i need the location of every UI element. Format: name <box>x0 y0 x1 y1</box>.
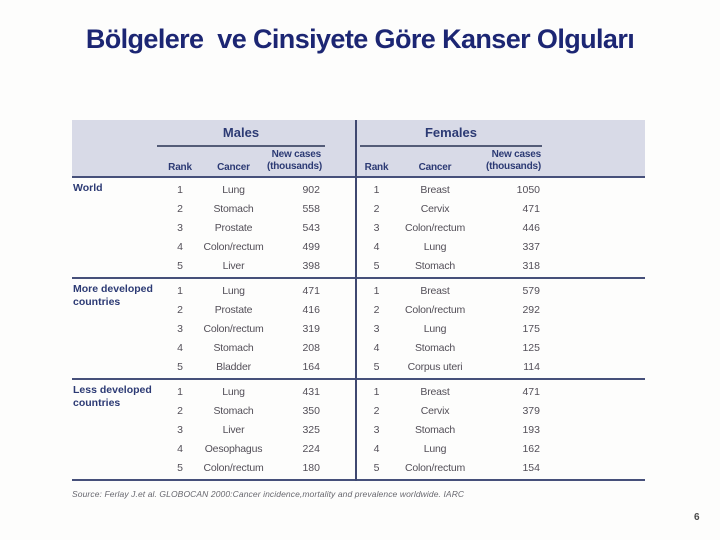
female-value-cell: 337 <box>522 240 540 253</box>
region-group <box>72 178 645 279</box>
slide-number: 6 <box>694 512 700 523</box>
female-value-cell: 292 <box>522 303 540 316</box>
male-newcases-header <box>267 149 322 173</box>
female-value-cell: 175 <box>522 322 540 335</box>
male-cancer-cell: Stomach <box>213 404 254 417</box>
female-rank-cell: 2 <box>373 303 380 316</box>
male-cancer-cell: Lung <box>222 183 245 196</box>
females-header: Females <box>424 125 478 140</box>
source-note: Source: Ferlay J.et al. GLOBOCAN 2000:Cancer incidence,mortality and prevalence worldwide. IARC <box>72 489 465 499</box>
male-rank-cell: 3 <box>177 322 183 335</box>
male-value-cell: 164 <box>302 360 320 373</box>
male-newcases-line1: New cases <box>271 149 321 160</box>
gender-divider-line <box>355 120 357 481</box>
female-rank-cell: 5 <box>373 259 380 272</box>
male-rank-cell: 5 <box>177 360 183 373</box>
male-value-cell: 398 <box>302 259 320 272</box>
male-rank-cell: 2 <box>177 404 183 417</box>
male-cancer-cell: Lung <box>222 284 245 297</box>
female-rank-header: Rank <box>364 162 389 173</box>
male-rank-cell: 3 <box>177 221 183 234</box>
female-rank-cell: 3 <box>373 423 380 436</box>
male-cancer-cell: Colon/rectum <box>203 240 264 253</box>
male-rank-cell: 1 <box>177 284 183 297</box>
male-cancer-cell: Oesophagus <box>204 442 263 455</box>
region-label: More developed countries <box>73 283 153 309</box>
female-value-cell: 471 <box>522 385 540 398</box>
female-rank-cell: 5 <box>373 461 380 474</box>
female-cancer-cell: Breast <box>420 284 450 297</box>
male-value-cell: 208 <box>302 341 320 354</box>
male-value-cell: 325 <box>302 423 320 436</box>
female-rank-cell: 3 <box>373 221 380 234</box>
female-cancer-cell: Stomach <box>414 341 456 354</box>
female-cancer-cell: Colon/rectum <box>404 461 466 474</box>
female-rank-cell: 4 <box>373 442 380 455</box>
female-cancer-cell: Stomach <box>414 423 456 436</box>
female-value-cell: 379 <box>522 404 540 417</box>
female-cancer-cell: Stomach <box>414 259 456 272</box>
female-rank-cell: 4 <box>373 341 380 354</box>
male-cancer-cell: Prostate <box>214 221 253 234</box>
female-value-cell: 162 <box>522 442 540 455</box>
male-cancer-cell: Colon/rectum <box>203 461 264 474</box>
female-value-cell: 1050 <box>516 183 540 196</box>
male-cancer-cell: Liver <box>222 259 245 272</box>
female-value-cell: 125 <box>522 341 540 354</box>
males-underline <box>157 145 325 147</box>
male-value-cell: 902 <box>302 183 320 196</box>
male-rank-cell: 3 <box>177 423 183 436</box>
female-cancer-cell: Cervix <box>420 202 450 215</box>
male-rank-cell: 5 <box>177 461 183 474</box>
female-rank-cell: 1 <box>373 284 380 297</box>
male-value-cell: 558 <box>302 202 320 215</box>
male-value-cell: 543 <box>302 221 320 234</box>
male-rank-cell: 4 <box>177 442 183 455</box>
female-newcases-line2: (thousands) <box>485 161 541 172</box>
female-rank-cell: 1 <box>373 385 380 398</box>
female-rank-cell: 2 <box>373 404 380 417</box>
female-cancer-cell: Lung <box>423 322 447 335</box>
male-cancer-header: Cancer <box>217 162 250 173</box>
females-underline <box>360 145 542 147</box>
female-rank-cell: 5 <box>373 360 380 373</box>
male-cancer-cell: Prostate <box>214 303 253 316</box>
female-value-cell: 193 <box>522 423 540 436</box>
female-cancer-cell: Breast <box>420 183 450 196</box>
male-value-cell: 471 <box>302 284 320 297</box>
female-newcases-header <box>472 149 542 173</box>
males-header: Males <box>222 125 260 140</box>
male-value-cell: 180 <box>302 461 320 474</box>
female-value-cell: 154 <box>522 461 540 474</box>
male-newcases-line2: (thousands) <box>267 161 323 172</box>
male-cancer-cell: Liver <box>222 423 245 436</box>
region-group <box>72 279 645 380</box>
male-value-cell: 319 <box>302 322 320 335</box>
male-cancer-cell: Stomach <box>213 202 254 215</box>
page-title: Bölgelere ve Cinsiyete Göre Kanser Olguları <box>85 24 635 54</box>
female-cancer-cell: Colon/rectum <box>404 303 466 316</box>
data-table <box>72 120 645 481</box>
female-cancer-cell: Colon/rectum <box>404 221 466 234</box>
female-cancer-cell: Corpus uteri <box>407 360 463 373</box>
male-value-cell: 224 <box>302 442 320 455</box>
female-cancer-cell: Lung <box>423 240 447 253</box>
male-value-cell: 416 <box>302 303 320 316</box>
male-rank-cell: 2 <box>177 303 183 316</box>
male-rank-header: Rank <box>168 162 192 173</box>
female-cancer-cell: Lung <box>423 442 447 455</box>
male-rank-cell: 1 <box>177 385 183 398</box>
male-rank-cell: 2 <box>177 202 183 215</box>
female-rank-cell: 2 <box>373 202 380 215</box>
male-cancer-cell: Bladder <box>216 360 251 373</box>
female-cancer-cell: Cervix <box>420 404 450 417</box>
female-value-cell: 579 <box>522 284 540 297</box>
male-rank-cell: 5 <box>177 259 183 272</box>
female-value-cell: 446 <box>522 221 540 234</box>
column-headers <box>72 149 645 173</box>
male-rank-cell: 4 <box>177 240 183 253</box>
male-cancer-cell: Lung <box>222 385 245 398</box>
female-rank-cell: 1 <box>373 183 380 196</box>
male-cancer-cell: Colon/rectum <box>203 322 264 335</box>
female-cancer-cell: Breast <box>420 385 450 398</box>
male-rank-cell: 1 <box>177 183 183 196</box>
table-header-band <box>72 120 645 178</box>
male-value-cell: 350 <box>302 404 320 417</box>
male-cancer-cell: Stomach <box>213 341 254 354</box>
male-value-cell: 431 <box>302 385 320 398</box>
region-group <box>72 380 645 481</box>
region-label: Less developed countries <box>73 384 152 410</box>
female-cancer-header: Cancer <box>418 162 452 173</box>
female-rank-cell: 3 <box>373 322 380 335</box>
male-rank-cell: 4 <box>177 341 183 354</box>
female-value-cell: 318 <box>522 259 540 272</box>
table-body <box>72 178 645 481</box>
female-value-cell: 471 <box>522 202 540 215</box>
female-rank-cell: 4 <box>373 240 380 253</box>
female-value-cell: 114 <box>523 360 540 373</box>
male-value-cell: 499 <box>302 240 320 253</box>
region-label: World <box>73 182 103 194</box>
female-newcases-line1: New cases <box>491 149 541 160</box>
